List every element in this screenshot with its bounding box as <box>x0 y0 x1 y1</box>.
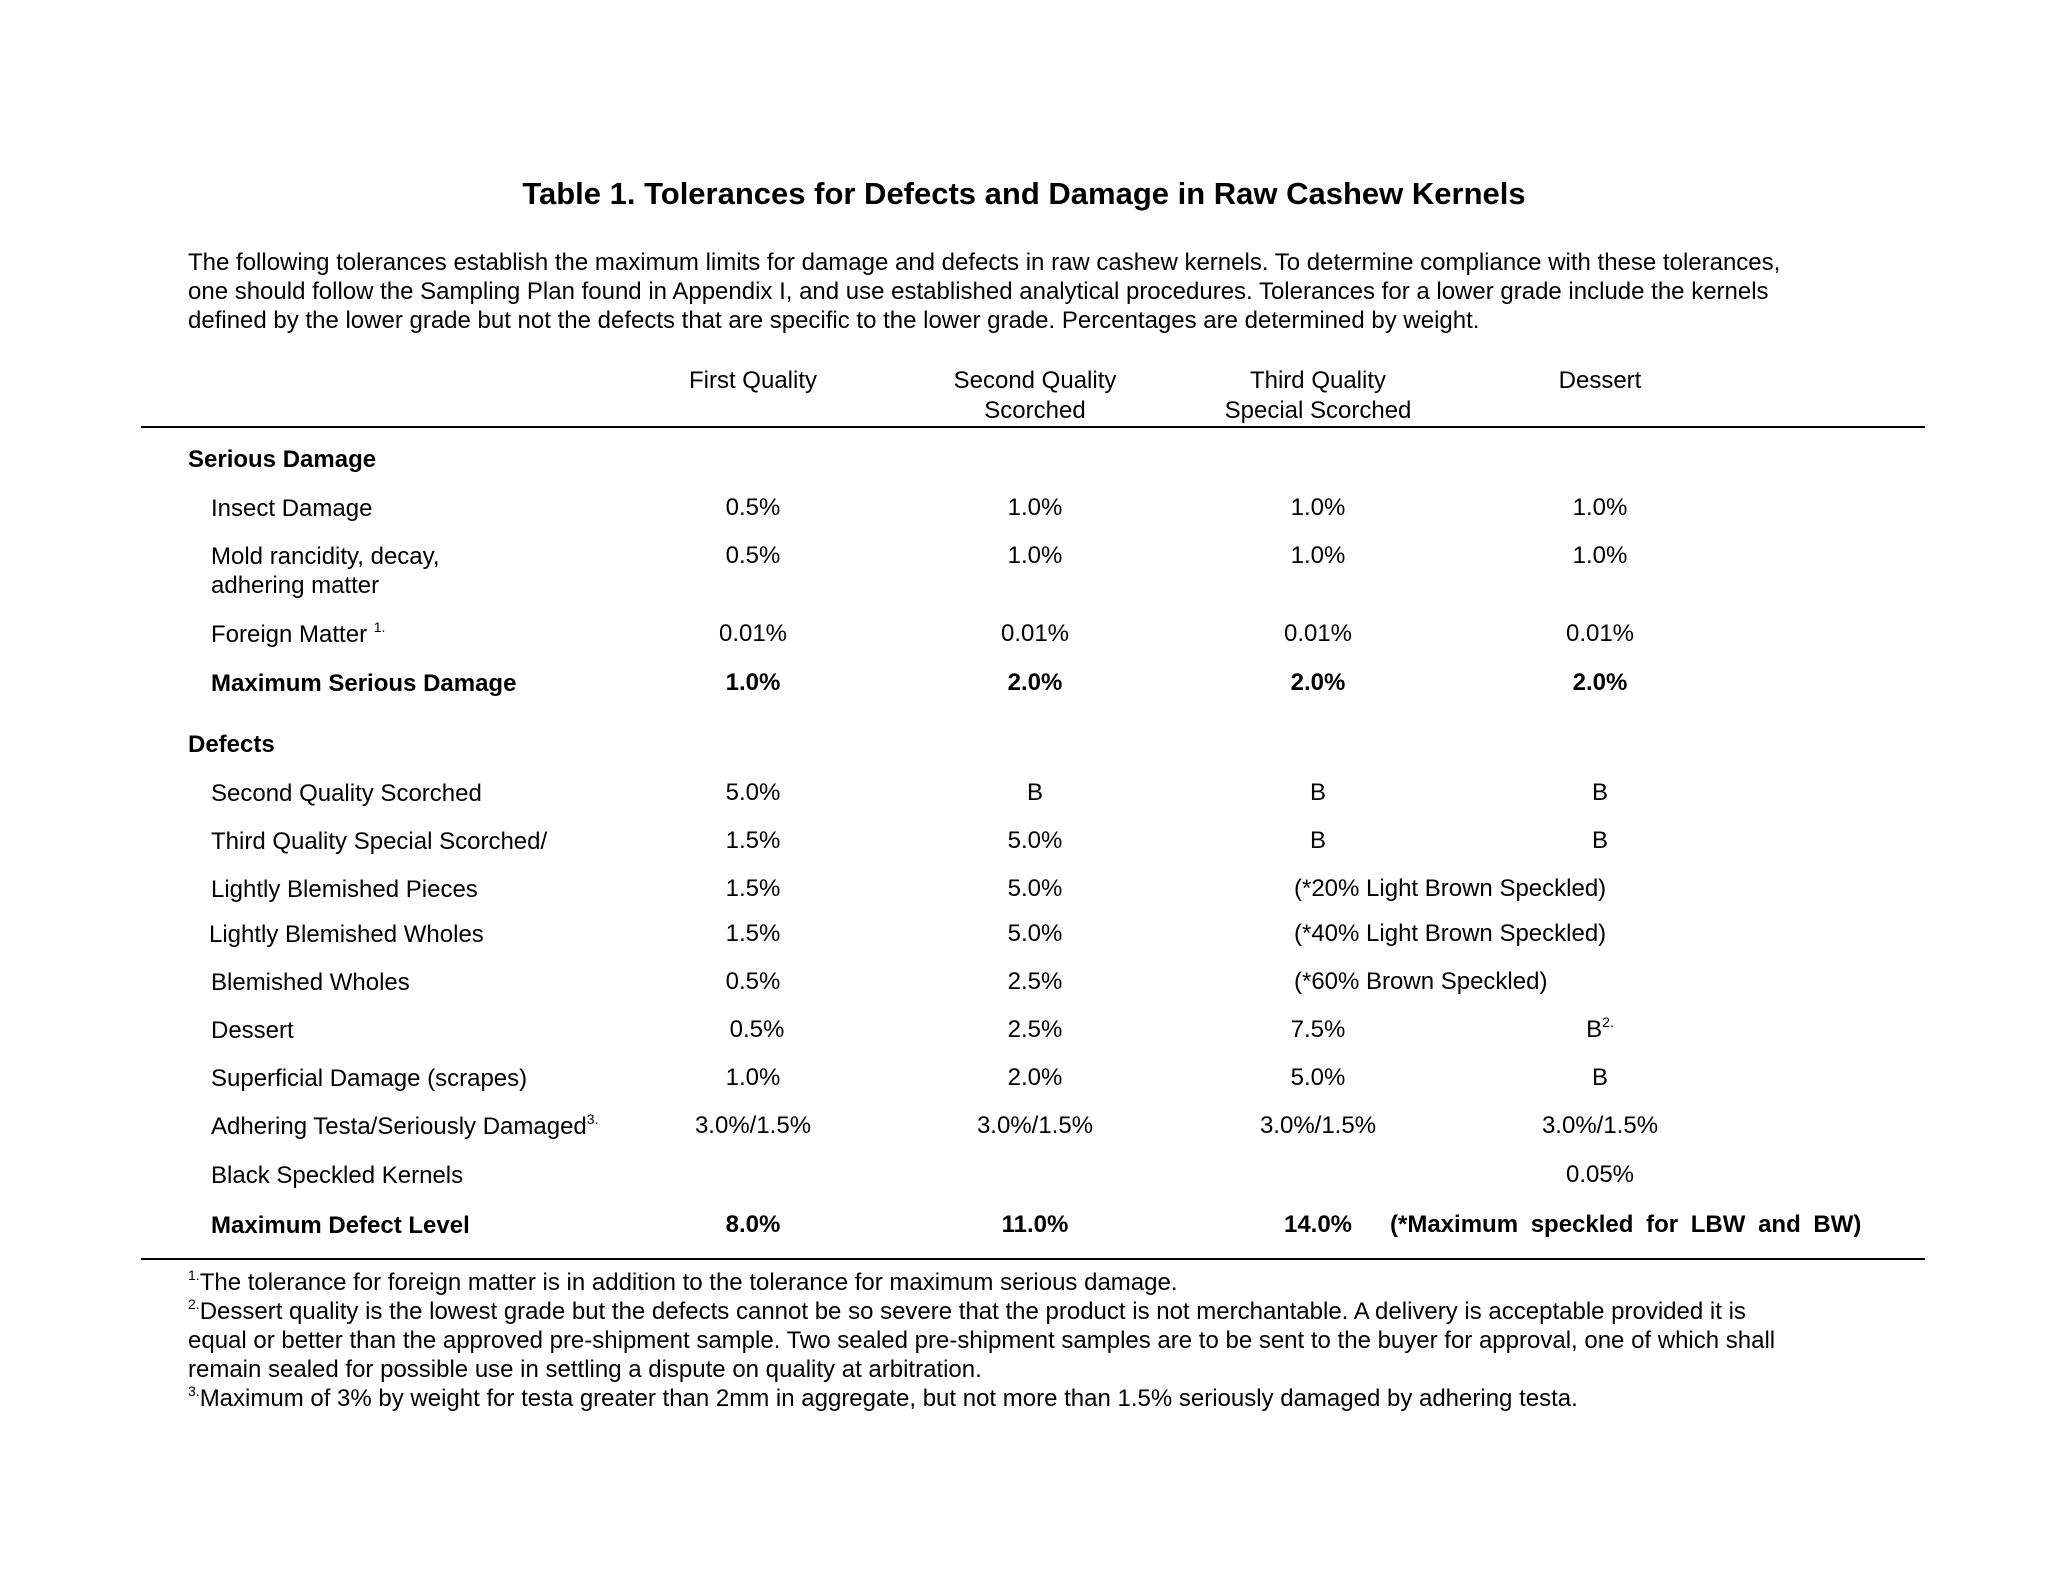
footnote-3: $^{3.}$Maximum of 3% by weight for testa greater than 2mm in aggregate, but not more than 1.5% seriously damaged by adhering testa. <box>188 1383 1578 1412</box>
cell-value: 1.0% <box>725 669 781 696</box>
row-label: Blemished Wholes <box>211 969 410 996</box>
table-title: Table 1. Tolerances for Defects and Damage in Raw Cashew Kernels <box>522 176 1526 211</box>
cell-value: 3.0%/1.5% <box>694 1112 812 1139</box>
cell-value: B <box>1591 827 1608 854</box>
footnote-mark: 3. <box>586 1111 599 1127</box>
cell-value: 1.0% <box>725 1064 781 1091</box>
cell-value: 8.0% <box>725 1211 781 1238</box>
footer-rule <box>141 1258 1925 1260</box>
cell-value: 7.5% <box>1290 1016 1346 1043</box>
cell-value: 0.5% <box>725 968 781 995</box>
cell-value: 1.0% <box>1572 542 1628 569</box>
cell-value: 0.01% <box>1565 620 1635 647</box>
column-header-first-quality: First Quality <box>688 367 817 394</box>
footnote-1: $^{1.}$The tolerance for foreign matter is in addition to the tolerance for maximum serious damage. <box>188 1267 1178 1296</box>
header-rule <box>141 426 1925 428</box>
intro-line: one should follow the Sampling Plan found in Appendix I, and use established analytical procedures. Tolerances for a lower grade include the kernels <box>188 278 1769 305</box>
intro-line: defined by the lower grade but not the defects that are specific to the lower grade. Percentages are determined by weight. <box>188 307 1480 334</box>
cell-value: 0.05% <box>1565 1161 1635 1188</box>
cell-value: 1.5% <box>725 875 781 902</box>
row-label: Maximum Serious Damage <box>211 670 517 697</box>
cell-value: 3.0%/1.5% <box>1259 1112 1377 1139</box>
cell-value: B <box>1591 779 1608 806</box>
cell-value: 0.5% <box>725 542 781 569</box>
cell-value: $B^{2.}$ <box>1586 1014 1614 1043</box>
row-label: Third Quality Special Scorched/ <box>211 828 548 855</box>
cell-value: 3.0%/1.5% <box>1541 1112 1659 1139</box>
cell-value: 5.0% <box>1007 920 1063 947</box>
footnotes <box>188 1268 1908 1413</box>
row-label: Adhering Testa/Seriously Damaged$^{3.}$ <box>211 1111 599 1140</box>
cell-value: 2.0% <box>1572 669 1628 696</box>
row-label: Lightly Blemished Pieces <box>211 876 478 903</box>
cell-value: 2.0% <box>1290 669 1346 696</box>
cell-value: 1.0% <box>1572 494 1628 521</box>
cell-value: 1.5% <box>725 920 781 947</box>
max-speckled-note: (*Maximum speckled for LBW and BW) <box>1390 1211 1862 1238</box>
section-heading-serious-damage: Serious Damage <box>188 446 377 473</box>
intro-line: The following tolerances establish the maximum limits for damage and defects in raw cashew kernels. To determine compliance with these tolerances, <box>188 249 1781 276</box>
row-label: Black Speckled Kernels <box>211 1162 464 1189</box>
cell-value: B <box>1026 779 1043 806</box>
cell-value: 0.01% <box>1000 620 1070 647</box>
cell-value: 0.01% <box>718 620 788 647</box>
column-header-dessert: Dessert <box>1558 367 1642 394</box>
footnote-mark: 1. <box>373 619 386 635</box>
speckled-note: (*20% Light Brown Speckled) <box>1294 875 1607 902</box>
cell-value: 5.0% <box>1290 1064 1346 1091</box>
intro-paragraph <box>188 248 1888 335</box>
cell-value: B <box>1309 779 1326 806</box>
row-label: Lightly Blemished Wholes <box>209 921 484 948</box>
cell-value: 1.5% <box>725 827 781 854</box>
row-label: Maximum Defect Level <box>211 1212 470 1239</box>
cell-value: 14.0% <box>1283 1211 1353 1238</box>
cell-value: 0.01% <box>1283 620 1353 647</box>
section-heading-defects: Defects <box>188 731 275 758</box>
cell-value: 2.5% <box>1007 968 1063 995</box>
cell-value: 0.5% <box>729 1016 785 1043</box>
row-label: Second Quality Scorched <box>211 780 482 807</box>
speckled-note: (*60% Brown Speckled) <box>1294 968 1548 995</box>
cell-value: 1.0% <box>1290 494 1346 521</box>
cell-value: 11.0% <box>1001 1211 1069 1238</box>
row-label: Foreign Matter $^{1.}$ <box>211 619 386 648</box>
cell-value: 2.5% <box>1007 1016 1063 1043</box>
footnote-mark: 2. <box>1602 1014 1614 1030</box>
cell-value: 5.0% <box>1007 827 1063 854</box>
cell-value: 2.0% <box>1007 1064 1063 1091</box>
cell-value: 2.0% <box>1007 669 1063 696</box>
row-label: Dessert <box>211 1017 294 1044</box>
row-label: Insect Damage <box>211 495 373 522</box>
column-header-second-quality: Second Quality Scorched <box>953 367 1117 424</box>
footnote-2-continued: equal or better than the approved pre-shipment sample. Two sealed pre-shipment samples are to be sent to the buyer for approval, one of which shall <box>188 1327 1776 1354</box>
cell-value: 1.0% <box>1007 542 1063 569</box>
cell-value: B <box>1309 827 1326 854</box>
row-label: Mold rancidity, decay, adhering matter <box>211 543 440 599</box>
footnote-2: $^{2.}$Dessert quality is the lowest grade but the defects cannot be so severe that the product is not merchantable. A delivery is acceptable provided it is <box>188 1296 1746 1325</box>
cell-value: 3.0%/1.5% <box>976 1112 1094 1139</box>
cell-value: 5.0% <box>1007 875 1063 902</box>
cell-value: 1.0% <box>1290 542 1346 569</box>
column-header-third-quality: Third Quality Special Scorched <box>1224 367 1412 424</box>
footnote-2-continued: remain sealed for possible use in settling a dispute on quality at arbitration. <box>188 1356 982 1383</box>
cell-value: 5.0% <box>725 779 781 806</box>
row-label: Superficial Damage (scrapes) <box>211 1065 528 1092</box>
cell-value: 1.0% <box>1007 494 1063 521</box>
cell-value: 0.5% <box>725 494 781 521</box>
cell-value: B <box>1591 1064 1608 1091</box>
speckled-note: (*40% Light Brown Speckled) <box>1294 920 1607 947</box>
